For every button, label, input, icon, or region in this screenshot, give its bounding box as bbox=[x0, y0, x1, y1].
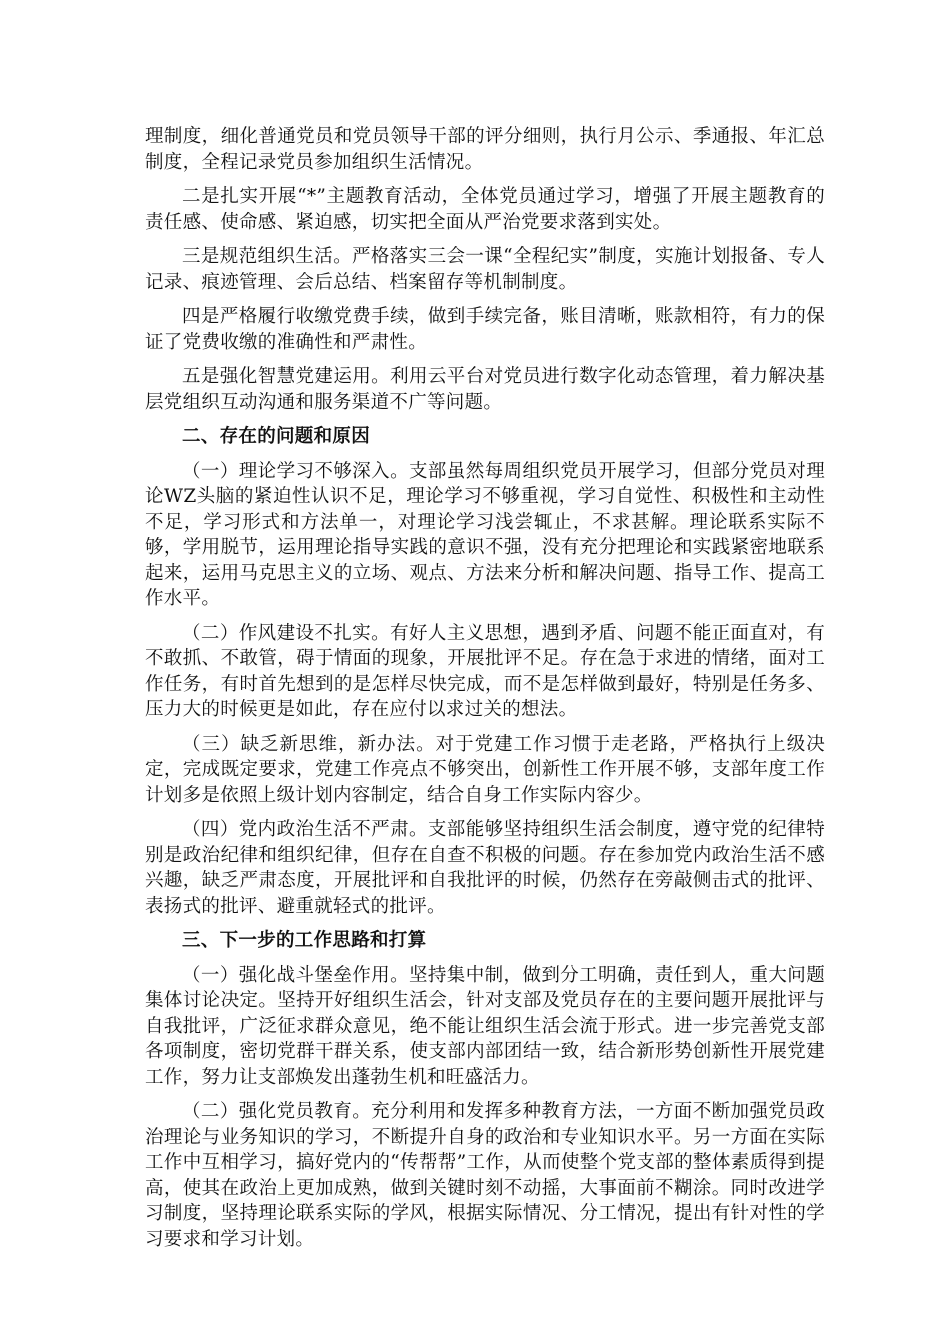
paragraph-plan-2: （二）强化党员教育。充分利用和发挥多种教育方法，一方面不断加强党员政治理论与业务知识的学习，不断提升自身的政治和专业知识水平。另一方面在实际工作中互相学习，搞好党内的“传帮帮”工作，从而使整个党支部的整体素质得到提高，使其在政治上更加成熟，做到关键时刻不动摇，大事面前不糊涂。同时改进学习制度，坚持理论联系实际的学风，根据实际情况、分工情况，提出有针对性的学习要求和学习计划。 bbox=[145, 1101, 825, 1250]
paragraph-item-5: 五是强化智慧党建运用。利用云平台对党员进行数字化动态管理，着力解决基层党组织互动沟通和服务渠道不广等问题。 bbox=[145, 366, 825, 413]
paragraph-plan-1: （一）强化战斗堡垒作用。坚持集中制，做到分工明确，责任到人，重大问题集体讨论决定。坚持开好组织生活会，针对支部及党员存在的主要问题开展批评与自我批评，广泛征求群众意见，绝不能让组织生活会流于形式。进一步完善党支部各项制度，密切党群干群关系，使支部内部团结一致，结合新形势创新性开展党建工作，努力让支部焕发出蓬勃生机和旺盛活力。 bbox=[145, 964, 825, 1088]
paragraph-continuation: 理制度，细化普通党员和党员领导干部的评分细则，执行月公示、季通报、年汇总制度，全程记录党员参加组织生活情况。 bbox=[145, 126, 825, 173]
paragraph-item-4: 四是严格履行收缴党费手续，做到手续完备，账目清晰，账款相符，有力的保证了党费收缴的准确性和严肃性。 bbox=[145, 306, 825, 353]
paragraph-problem-4: （四）党内政治生活不严肃。支部能够坚持组织生活会制度，遵守党的纪律特别是政治纪律和组织纪律，但存在自查不积极的问题。存在参加党内政治生活不感兴趣，缺乏严肃态度，开展批评和自我批评的时候，仍然存在旁敲侧击式的批评、表扬式的批评、避重就轻式的批评。 bbox=[145, 819, 825, 917]
paragraph-item-2: 二是扎实开展“*”主题教育活动，全体党员通过学习，增强了开展主题教育的责任感、使命感、紧迫感，切实把全面从严治党要求落到实处。 bbox=[145, 186, 825, 233]
paragraph-problem-3: （三）缺乏新思维，新办法。对于党建工作习惯于走老路，严格执行上级决定，完成既定要求，党建工作亮点不够突出，创新性工作开展不够，支部年度工作计划多是依照上级计划内容制定，结合自身工作实际内容少。 bbox=[145, 733, 825, 806]
paragraph-item-3: 三是规范组织生活。严格落实三会一课“全程纪实”制度，实施计划报备、专人记录、痕迹管理、会后总结、档案留存等机制制度。 bbox=[145, 246, 825, 293]
document-page bbox=[145, 124, 825, 1261]
section-heading-next-steps: 三、下一步的工作思路和打算 bbox=[182, 930, 427, 951]
section-heading-problems: 二、存在的问题和原因 bbox=[182, 426, 371, 447]
paragraph-problem-1: （一）理论学习不够深入。支部虽然每周组织党员开展学习，但部分党员对理论WZ头脑的紧迫性认识不足，理论学习不够重视，学习自觉性、积极性和主动性不足，学习形式和方法单一，对理论学习浅尝辄止，不求甚解。理论联系实际不够，学用脱节，运用理论指导实践的意识不强，没有充分把理论和实践紧密地联系起来，运用马克思主义的立场、观点、方法来分析和解决问题、指导工作、提高工作水平。 bbox=[145, 460, 825, 609]
paragraph-problem-2: （二）作风建设不扎实。有好人主义思想，遇到矛盾、问题不能正面直对，有不敢抓、不敢管，碍于情面的现象，开展批评不足。存在急于求进的情绪，面对工作任务，有时首先想到的是怎样尽快完成，而不是怎样做到最好，特别是任务多、压力大的时候更是如此，存在应付以求过关的想法。 bbox=[145, 622, 825, 720]
